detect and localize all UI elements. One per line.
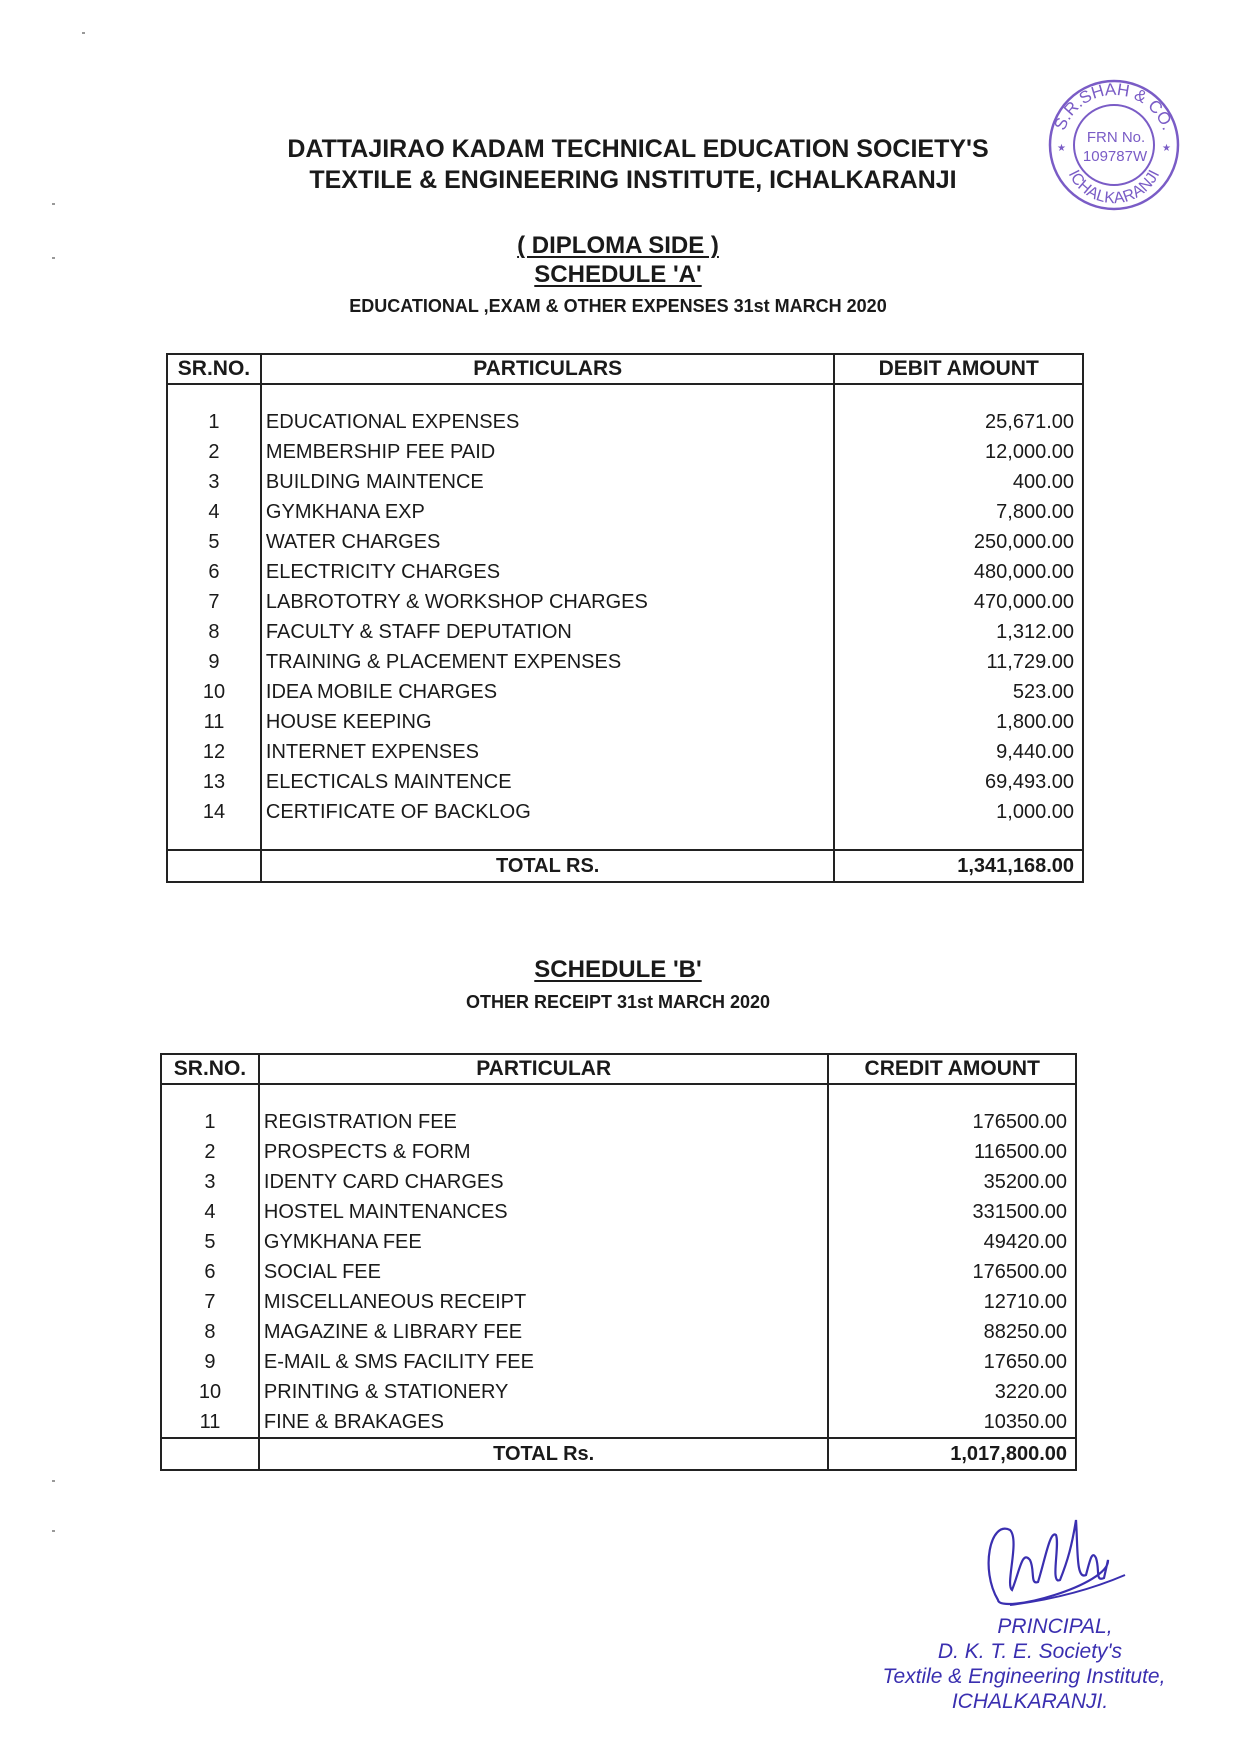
table-row <box>167 497 1083 527</box>
row-amount: 10350.00 <box>828 1407 1076 1438</box>
table-header-row <box>161 1054 1076 1084</box>
row-sr-no: 5 <box>167 527 261 557</box>
scan-speck <box>82 32 85 34</box>
table-row <box>167 737 1083 767</box>
total-row <box>161 1438 1076 1470</box>
row-amount: 470,000.00 <box>834 587 1083 617</box>
row-amount: 7,800.00 <box>834 497 1083 527</box>
row-particular: TRAINING & PLACEMENT EXPENSES <box>261 647 835 677</box>
row-particular: SOCIAL FEE <box>259 1257 829 1287</box>
table-row <box>167 557 1083 587</box>
row-amount: 11,729.00 <box>834 647 1083 677</box>
svg-text:ICHALKARANJI: ICHALKARANJI <box>1064 167 1164 208</box>
row-amount: 69,493.00 <box>834 767 1083 797</box>
row-sr-no: 14 <box>167 797 261 827</box>
row-sr-no: 2 <box>167 437 261 467</box>
row-sr-no: 6 <box>161 1257 259 1287</box>
row-sr-no: 11 <box>167 707 261 737</box>
row-amount: 176500.00 <box>828 1107 1076 1137</box>
table-row <box>167 587 1083 617</box>
column-header-debit-amount: DEBIT AMOUNT <box>834 354 1083 384</box>
row-sr-no: 9 <box>167 647 261 677</box>
table-row <box>167 407 1083 437</box>
schedule-a-title: SCHEDULE 'A' <box>534 261 702 288</box>
schedule-b-title: SCHEDULE 'B' <box>534 956 702 983</box>
row-sr-no: 1 <box>167 407 261 437</box>
table-row <box>167 467 1083 497</box>
column-header-sr-no: SR.NO. <box>161 1054 259 1084</box>
row-sr-no: 4 <box>167 497 261 527</box>
row-particular: FACULTY & STAFF DEPUTATION <box>261 617 835 647</box>
row-particular: HOSTEL MAINTENANCES <box>259 1197 829 1227</box>
schedule-a-table <box>166 353 1084 883</box>
svg-text:★: ★ <box>1057 143 1066 154</box>
signature-city: ICHALKARANJI. <box>951 1690 1109 1713</box>
svg-text:FRN No.: FRN No. <box>1086 129 1146 146</box>
row-particular: EDUCATIONAL EXPENSES <box>261 407 835 437</box>
row-sr-no: 8 <box>161 1317 259 1347</box>
column-header-credit-amount: CREDIT AMOUNT <box>828 1054 1076 1084</box>
table-row <box>161 1407 1076 1438</box>
row-amount: 9,440.00 <box>834 737 1083 767</box>
row-sr-no: 3 <box>167 467 261 497</box>
row-particular: WATER CHARGES <box>261 527 835 557</box>
row-particular: ELECTICALS MAINTENCE <box>261 767 835 797</box>
row-amount: 480,000.00 <box>834 557 1083 587</box>
row-particular: FINE & BRAKAGES <box>259 1407 829 1438</box>
column-header-sr-no: SR.NO. <box>167 354 261 384</box>
row-amount: 400.00 <box>834 467 1083 497</box>
row-sr-no: 10 <box>167 677 261 707</box>
row-sr-no: 7 <box>167 587 261 617</box>
total-label: TOTAL Rs. <box>259 1438 829 1470</box>
row-amount: 1,312.00 <box>834 617 1083 647</box>
row-amount: 250,000.00 <box>834 527 1083 557</box>
row-particular: INTERNET EXPENSES <box>261 737 835 767</box>
schedule-b-caption: OTHER RECEIPT 31st MARCH 2020 <box>465 992 771 1012</box>
row-particular: HOUSE KEEPING <box>261 707 835 737</box>
total-empty-cell <box>161 1438 259 1470</box>
row-amount: 116500.00 <box>828 1137 1076 1167</box>
row-amount: 12,000.00 <box>834 437 1083 467</box>
row-particular: ELECTRICITY CHARGES <box>261 557 835 587</box>
row-sr-no: 13 <box>167 767 261 797</box>
stamp-seal-icon <box>1040 75 1188 215</box>
row-amount: 12710.00 <box>828 1287 1076 1317</box>
table-row <box>161 1137 1076 1167</box>
row-sr-no: 6 <box>167 557 261 587</box>
row-particular: IDEA MOBILE CHARGES <box>261 677 835 707</box>
row-sr-no: 11 <box>161 1407 259 1438</box>
row-amount: 25,671.00 <box>834 407 1083 437</box>
auditor-stamp <box>1040 75 1188 215</box>
row-particular: LABROTOTRY & WORKSHOP CHARGES <box>261 587 835 617</box>
table-row <box>161 1227 1076 1257</box>
row-amount: 88250.00 <box>828 1317 1076 1347</box>
row-particular: PROSPECTS & FORM <box>259 1137 829 1167</box>
table-row <box>167 437 1083 467</box>
row-amount: 331500.00 <box>828 1197 1076 1227</box>
row-particular: GYMKHANA FEE <box>259 1227 829 1257</box>
row-sr-no: 3 <box>161 1167 259 1197</box>
row-amount: 1,800.00 <box>834 707 1083 737</box>
row-particular: IDENTY CARD CHARGES <box>259 1167 829 1197</box>
row-particular: PRINTING & STATIONERY <box>259 1377 829 1407</box>
table-row <box>161 1377 1076 1407</box>
row-amount: 3220.00 <box>828 1377 1076 1407</box>
row-particular: REGISTRATION FEE <box>259 1107 829 1137</box>
row-particular: MEMBERSHIP FEE PAID <box>261 437 835 467</box>
row-amount: 17650.00 <box>828 1347 1076 1377</box>
diploma-side-label: ( DIPLOMA SIDE ) <box>517 232 719 259</box>
row-particular: E-MAIL & SMS FACILITY FEE <box>259 1347 829 1377</box>
total-label: TOTAL RS. <box>261 850 835 882</box>
principal-signature-block <box>880 1490 1180 1720</box>
table-header-row <box>167 354 1083 384</box>
table-row <box>167 617 1083 647</box>
scan-speck <box>52 1530 55 1532</box>
row-amount: 176500.00 <box>828 1257 1076 1287</box>
row-sr-no: 9 <box>161 1347 259 1377</box>
total-amount: 1,017,800.00 <box>828 1438 1076 1470</box>
svg-text:109787W: 109787W <box>1082 148 1148 165</box>
row-sr-no: 1 <box>161 1107 259 1137</box>
row-sr-no: 10 <box>161 1377 259 1407</box>
table-row <box>167 797 1083 827</box>
scan-speck <box>52 203 55 205</box>
signature-org: D. K. T. E. Society's <box>937 1640 1123 1663</box>
signature-title: PRINCIPAL, <box>997 1615 1113 1638</box>
row-amount: 523.00 <box>834 677 1083 707</box>
row-particular: BUILDING MAINTENCE <box>261 467 835 497</box>
table-row <box>167 647 1083 677</box>
row-amount: 49420.00 <box>828 1227 1076 1257</box>
institution-title-line1: DATTAJIRAO KADAM TECHNICAL EDUCATION SOCIETY'S <box>287 135 989 163</box>
total-row <box>167 850 1083 882</box>
row-sr-no: 4 <box>161 1197 259 1227</box>
row-particular: MAGAZINE & LIBRARY FEE <box>259 1317 829 1347</box>
schedule-a-caption: EDUCATIONAL ,EXAM & OTHER EXPENSES 31st MARCH 2020 <box>349 296 887 316</box>
row-sr-no: 8 <box>167 617 261 647</box>
row-sr-no: 12 <box>167 737 261 767</box>
table-row <box>161 1167 1076 1197</box>
scan-speck <box>52 1480 55 1482</box>
row-sr-no: 2 <box>161 1137 259 1167</box>
row-particular: CERTIFICATE OF BACKLOG <box>261 797 835 827</box>
row-particular: GYMKHANA EXP <box>261 497 835 527</box>
signature-icon <box>880 1490 1180 1620</box>
table-row <box>161 1287 1076 1317</box>
row-amount: 35200.00 <box>828 1167 1076 1197</box>
row-sr-no: 7 <box>161 1287 259 1317</box>
table-row <box>161 1347 1076 1377</box>
signature-institute: Textile & Engineering Institute, <box>882 1665 1166 1688</box>
table-row <box>167 767 1083 797</box>
table-row <box>167 677 1083 707</box>
table-row <box>161 1257 1076 1287</box>
table-row <box>161 1107 1076 1137</box>
row-amount: 1,000.00 <box>834 797 1083 827</box>
schedule-b-table <box>160 1053 1077 1471</box>
svg-text:★: ★ <box>1162 143 1171 154</box>
institution-title-line2: TEXTILE & ENGINEERING INSTITUTE, ICHALKARANJI <box>309 166 957 194</box>
row-particular: MISCELLANEOUS RECEIPT <box>259 1287 829 1317</box>
table-row <box>167 527 1083 557</box>
table-row <box>161 1197 1076 1227</box>
total-empty-cell <box>167 850 261 882</box>
column-header-particular: PARTICULAR <box>259 1054 829 1084</box>
row-sr-no: 5 <box>161 1227 259 1257</box>
table-row <box>167 707 1083 737</box>
total-amount: 1,341,168.00 <box>834 850 1083 882</box>
table-row <box>161 1317 1076 1347</box>
svg-text:S.R.SHAH & CO.: S.R.SHAH & CO. <box>1050 79 1178 133</box>
column-header-particulars: PARTICULARS <box>261 354 835 384</box>
